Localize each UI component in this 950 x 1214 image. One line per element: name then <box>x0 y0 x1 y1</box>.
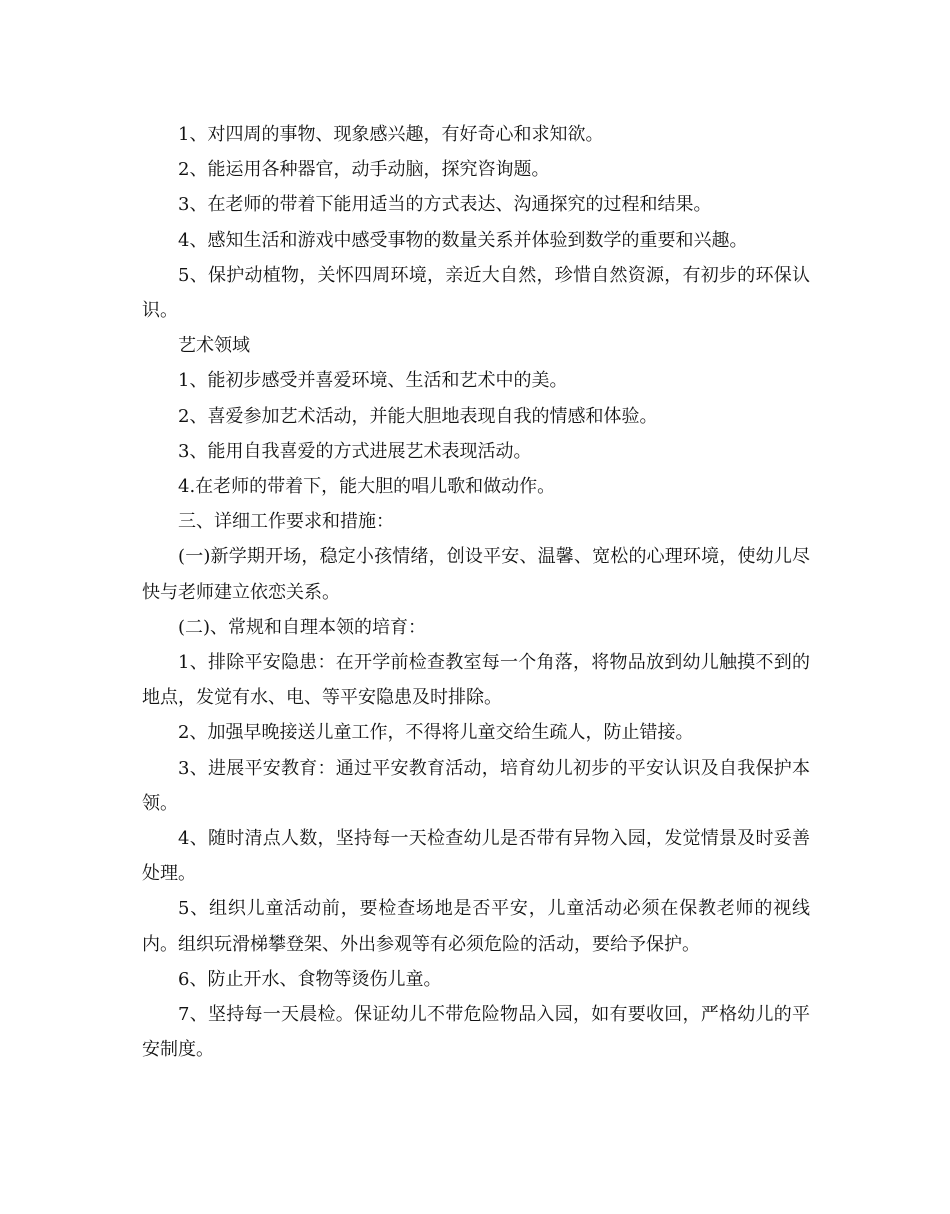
section-heading-art: 艺术领域 <box>178 335 250 357</box>
paragraph-science-goal-4: 4、感知生活和游戏中感受事物的数量关系并体验到数学的重要和兴趣。 <box>178 229 748 251</box>
paragraph-routine-3: 3、进展平安教育：通过平安教育活动，培育幼儿初步的平安认识及自我保护本领。 <box>142 757 810 814</box>
paragraph-routine-2: 2、加强早晚接送儿童工作，不得将儿童交给生疏人，防止错接。 <box>178 722 694 744</box>
paragraph-science-goal-5: 5、保护动植物，关怀四周环境，亲近大自然，珍惜自然资源，有初步的环保认识。 <box>142 264 810 322</box>
paragraph-art-goal-4: 4.在老师的带着下，能大胆的唱儿歌和做动作。 <box>178 476 556 498</box>
subheading-routine-skills: (二)、常规和自理本领的培育： <box>178 616 427 638</box>
paragraph-science-goal-2: 2、能运用各种器官，动手动脑，探究咨询题。 <box>178 159 550 181</box>
paragraph-routine-6: 6、防止开水、食物等烫伤儿童。 <box>178 968 442 990</box>
section-heading-measures: 三、详细工作要求和措施： <box>178 511 394 533</box>
paragraph-science-goal-3: 3、在老师的带着下能用适当的方式表达、沟通探究的过程和结果。 <box>178 194 712 216</box>
paragraph-measure-1: (一)新学期开场，稳定小孩情绪，创设平安、温馨、宽松的心理环境，使幼儿尽快与老师建立依恋关系。 <box>142 546 810 603</box>
paragraph-science-goal-1: 1、对四周的事物、现象感兴趣，有好奇心和求知欲。 <box>178 124 604 145</box>
paragraph-routine-4: 4、随时清点人数，坚持每一天检查幼儿是否带有异物入园，发觉情景及时妥善处理。 <box>142 828 810 885</box>
paragraph-art-goal-2: 2、喜爱参加艺术活动，并能大胆地表现自我的情感和体验。 <box>178 405 658 427</box>
paragraph-routine-5: 5、组织儿童活动前，要检查场地是否平安，儿童活动必须在保教老师的视线内。组织玩滑梯攀登架、外出参观等有必须危险的活动，要给予保护。 <box>142 898 810 955</box>
paragraph-art-goal-3: 3、能用自我喜爱的方式进展艺术表现活动。 <box>178 440 532 462</box>
paragraph-art-goal-1: 1、能初步感受并喜爱环境、生活和艺术中的美。 <box>178 370 568 392</box>
document-body <box>142 117 810 1067</box>
paragraph-routine-7: 7、坚持每一天晨检。保证幼儿不带危险物品入园，如有要收回，严格幼儿的平安制度。 <box>142 1004 810 1061</box>
paragraph-routine-1: 1、排除平安隐患：在开学前检查教室每一个角落，将物品放到幼儿触摸不到的地点，发觉有水、电、等平安隐患及时排除。 <box>142 652 810 709</box>
